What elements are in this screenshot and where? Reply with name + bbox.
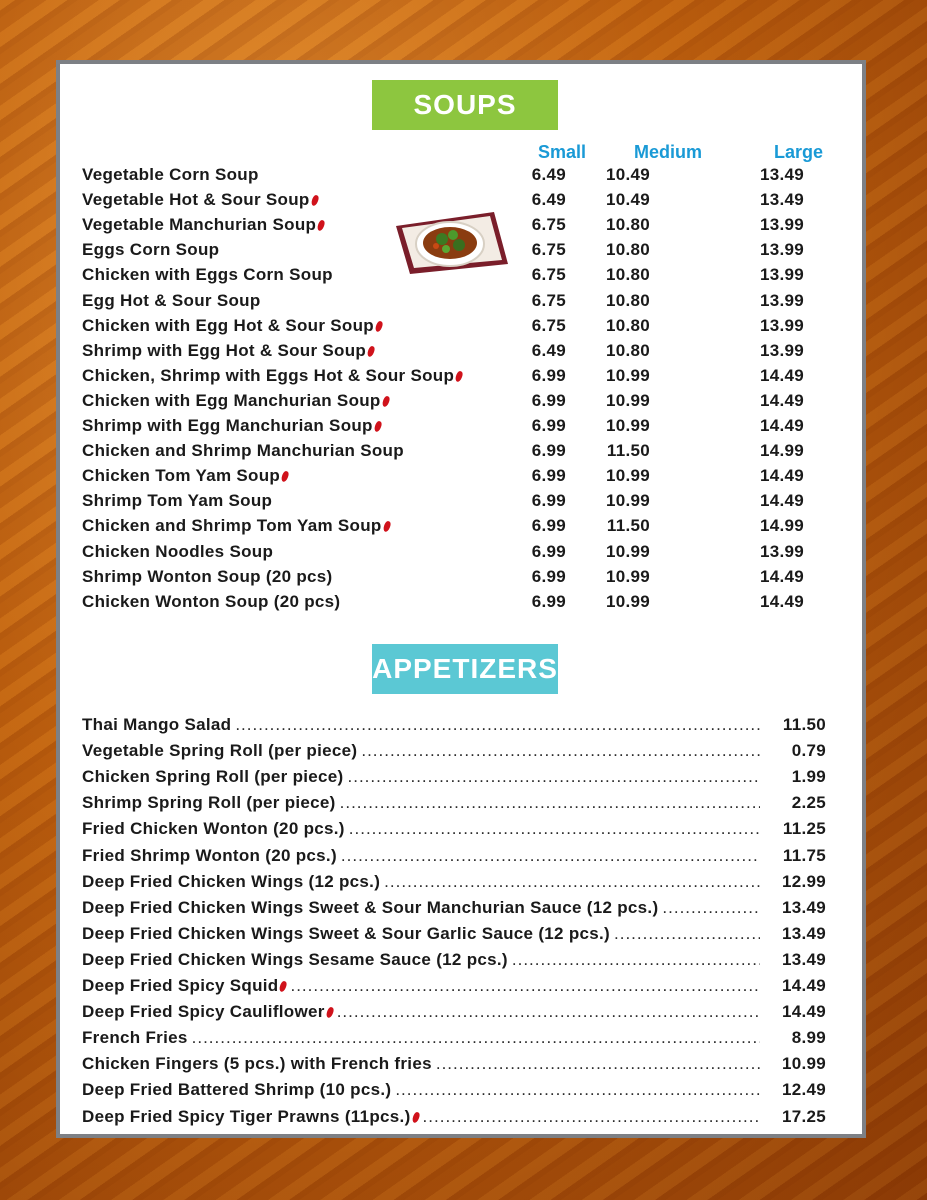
dot-leader	[348, 767, 760, 787]
price-medium: 10.80	[605, 215, 650, 235]
dot-leader	[290, 976, 760, 996]
column-header-medium: Medium	[634, 142, 703, 162]
soup-row	[82, 341, 826, 366]
soup-name: Shrimp with Egg Manchurian Soup	[82, 416, 381, 436]
appetizer-name: Deep Fried Chicken Wings Sesame Sauce (12 pcs.)	[82, 949, 508, 969]
appetizer-price: 11.50	[782, 715, 826, 734]
dot-leader	[423, 1107, 760, 1127]
soup-row	[82, 165, 826, 190]
dot-leader	[662, 898, 760, 918]
red-chili-icon	[325, 1006, 334, 1018]
soup-name: Chicken with Egg Manchurian Soup	[82, 391, 389, 411]
red-chili-icon	[280, 470, 289, 482]
price-medium: 10.80	[605, 340, 650, 360]
soup-name: Eggs Corn Soup	[82, 240, 220, 260]
price-small: 6.75	[531, 265, 566, 285]
price-medium: 10.49	[605, 165, 650, 184]
soup-name: Chicken and Shrimp Manchurian Soup	[82, 441, 404, 461]
price-medium: 10.80	[605, 315, 650, 335]
appetizer-price: 13.49	[781, 923, 826, 943]
red-chili-icon	[279, 980, 288, 992]
soup-row	[82, 567, 826, 592]
appetizer-row	[82, 872, 826, 898]
price-medium: 10.99	[605, 541, 650, 561]
appetizer-name: Thai Mango Salad	[82, 715, 232, 734]
price-small: 6.99	[531, 390, 566, 410]
red-chili-icon	[310, 194, 319, 206]
appetizer-row	[82, 950, 826, 976]
appetizer-price: 10.99	[781, 1054, 826, 1074]
price-medium: 10.99	[605, 365, 650, 385]
appetizer-name: Deep Fried Spicy Squid	[82, 976, 286, 996]
soup-row	[82, 491, 826, 516]
appetizer-name: Deep Fried Chicken Wings Sweet & Sour Garlic Sauce (12 pcs.)	[82, 923, 610, 943]
price-large: 13.99	[759, 265, 804, 285]
price-large: 14.49	[759, 491, 804, 511]
price-large: 13.99	[759, 290, 804, 310]
price-small: 6.99	[531, 365, 566, 385]
appetizer-name: Deep Fried Spicy Tiger Prawns (11pcs.)	[82, 1107, 419, 1127]
price-small: 6.99	[531, 566, 566, 586]
price-medium: 10.99	[605, 390, 650, 410]
soup-name: Chicken, Shrimp with Eggs Hot & Sour Soup	[82, 366, 462, 386]
price-small: 6.75	[531, 315, 566, 335]
soups-title: SOUPS	[372, 80, 558, 130]
price-small: 6.99	[531, 416, 566, 435]
appetizer-row	[82, 846, 826, 872]
price-medium: 10.99	[605, 566, 650, 586]
appetizer-name: French Fries	[82, 1028, 188, 1048]
soup-name: Vegetable Manchurian Soup	[82, 215, 324, 235]
appetizer-name: Shrimp Spring Roll (per piece)	[82, 793, 336, 813]
price-medium: 10.80	[605, 265, 650, 285]
price-medium: 10.99	[605, 466, 650, 486]
appetizer-row	[82, 976, 826, 1002]
soup-name: Chicken Noodles Soup	[82, 541, 274, 561]
appetizer-price: 11.25	[782, 819, 826, 839]
soup-row	[82, 391, 826, 416]
soup-row	[82, 291, 826, 316]
column-header-small: Small	[538, 142, 587, 162]
appetizer-name: Fried Shrimp Wonton (20 pcs.)	[82, 845, 337, 865]
appetizer-price: 8.99	[791, 1028, 826, 1048]
appetizer-row	[82, 1028, 826, 1054]
dot-leader	[192, 1028, 760, 1048]
price-medium: 10.49	[605, 190, 650, 210]
soup-row	[82, 416, 826, 441]
price-large: 13.99	[759, 340, 804, 360]
soup-name: Chicken Tom Yam Soup	[82, 466, 288, 486]
price-large: 13.99	[759, 215, 804, 235]
price-small: 6.75	[531, 215, 566, 235]
menu-panel	[56, 60, 866, 1138]
appetizer-price: 12.49	[781, 1080, 826, 1100]
dot-leader	[361, 741, 760, 761]
price-medium: 10.99	[605, 416, 650, 435]
dot-leader	[349, 819, 760, 839]
price-small: 6.99	[531, 491, 566, 511]
appetizer-row	[82, 924, 826, 950]
price-small: 6.99	[531, 591, 566, 611]
price-small: 6.49	[531, 340, 566, 360]
soup-row	[82, 466, 826, 491]
appetizer-name: Deep Fried Chicken Wings Sweet & Sour Manchurian Sauce (12 pcs.)	[82, 897, 659, 917]
appetizer-row	[82, 898, 826, 924]
appetizer-name: Deep Fried Chicken Wings (12 pcs.)	[82, 871, 381, 891]
appetizer-row	[82, 819, 826, 845]
price-small: 6.99	[531, 541, 566, 561]
dot-leader	[512, 950, 760, 970]
appetizer-name: Deep Fried Battered Shrimp (10 pcs.)	[82, 1080, 392, 1100]
soup-name: Chicken with Eggs Corn Soup	[82, 265, 333, 285]
soup-name: Egg Hot & Sour Soup	[82, 290, 261, 310]
soup-name: Chicken and Shrimp Tom Yam Soup	[82, 516, 390, 536]
price-large: 13.99	[759, 315, 804, 335]
price-large: 14.49	[759, 566, 804, 586]
soup-name: Chicken Wonton Soup (20 pcs)	[82, 591, 341, 611]
appetizers-title: APPETIZERS	[372, 644, 558, 694]
soup-name: Shrimp with Egg Hot & Sour Soup	[82, 341, 374, 361]
appetizer-price: 13.49	[781, 949, 826, 969]
dot-leader	[384, 872, 760, 892]
appetizer-price: 12.99	[781, 871, 826, 891]
appetizer-name: Chicken Spring Roll (per piece)	[82, 767, 344, 787]
price-small: 6.99	[531, 466, 566, 486]
appetizer-price: 2.25	[791, 793, 826, 813]
price-large: 14.99	[759, 516, 804, 536]
appetizer-price: 11.75	[782, 845, 826, 865]
soup-row	[82, 441, 826, 466]
price-medium: 10.99	[605, 591, 650, 611]
dot-leader	[235, 715, 760, 735]
price-small: 6.99	[531, 516, 566, 536]
price-small: 6.49	[531, 165, 566, 184]
soup-row	[82, 542, 826, 567]
red-chili-icon	[381, 395, 390, 407]
price-large: 14.49	[759, 591, 804, 611]
appetizer-row	[82, 1002, 826, 1028]
price-large: 14.49	[759, 416, 804, 435]
price-small: 6.99	[531, 441, 566, 461]
price-large: 13.49	[759, 190, 804, 210]
dot-leader	[341, 846, 760, 866]
price-medium: 10.80	[605, 240, 650, 260]
appetizer-row	[82, 1054, 826, 1080]
price-large: 14.49	[759, 466, 804, 486]
price-small: 6.49	[531, 190, 566, 210]
red-chili-icon	[373, 420, 382, 432]
appetizer-row	[82, 767, 826, 793]
appetizer-name: Vegetable Spring Roll (per piece)	[82, 741, 358, 761]
appetizer-row	[82, 793, 826, 819]
soup-row	[82, 316, 826, 341]
price-small: 6.75	[531, 240, 566, 260]
price-large: 14.99	[759, 441, 804, 461]
soup-name: Shrimp Wonton Soup (20 pcs)	[82, 566, 333, 586]
appetizer-name: Deep Fried Spicy Cauliflower	[82, 1002, 333, 1022]
price-large: 13.99	[759, 541, 804, 561]
dot-leader	[436, 1054, 760, 1074]
red-chili-icon	[317, 219, 326, 231]
appetizer-price: 17.25	[781, 1106, 826, 1126]
dot-leader	[337, 1002, 760, 1022]
soup-row	[82, 592, 826, 617]
red-chili-icon	[411, 1111, 420, 1123]
appetizer-row	[82, 741, 826, 767]
appetizer-price: 13.49	[781, 897, 826, 917]
red-chili-icon	[366, 345, 375, 357]
appetizer-name: Fried Chicken Wonton (20 pcs.)	[82, 819, 345, 839]
appetizer-price: 14.49	[781, 976, 826, 995]
column-header-large: Large	[774, 142, 824, 162]
dot-leader	[340, 793, 760, 813]
soup-name: Chicken with Egg Hot & Sour Soup	[82, 316, 382, 336]
appetizer-row	[82, 715, 826, 741]
soup-name: Shrimp Tom Yam Soup	[82, 491, 273, 511]
price-large: 13.49	[759, 165, 804, 184]
price-medium: 10.99	[605, 491, 650, 511]
soup-row	[82, 516, 826, 541]
soup-name: Vegetable Corn Soup	[82, 165, 259, 184]
appetizer-price: 1.99	[791, 767, 826, 787]
price-medium: 10.80	[605, 290, 650, 310]
red-chili-icon	[454, 370, 463, 382]
red-chili-icon	[374, 320, 383, 332]
price-medium: 11.50	[606, 441, 650, 461]
red-chili-icon	[382, 521, 391, 533]
soup-row	[82, 366, 826, 391]
price-large: 14.49	[759, 365, 804, 385]
price-large: 14.49	[759, 390, 804, 410]
price-large: 13.99	[759, 240, 804, 260]
dot-leader	[614, 924, 760, 944]
appetizer-row	[82, 1080, 826, 1106]
price-small: 6.75	[531, 290, 566, 310]
price-medium: 11.50	[606, 516, 650, 536]
appetizer-row	[82, 1107, 826, 1133]
dot-leader	[395, 1080, 760, 1100]
appetizer-price: 0.79	[791, 741, 826, 761]
soup-name: Vegetable Hot & Sour Soup	[82, 190, 318, 210]
appetizer-price: 14.49	[781, 1002, 826, 1022]
appetizer-name: Chicken Fingers (5 pcs.) with French fries	[82, 1054, 432, 1074]
soup-bowl-image	[390, 206, 514, 276]
